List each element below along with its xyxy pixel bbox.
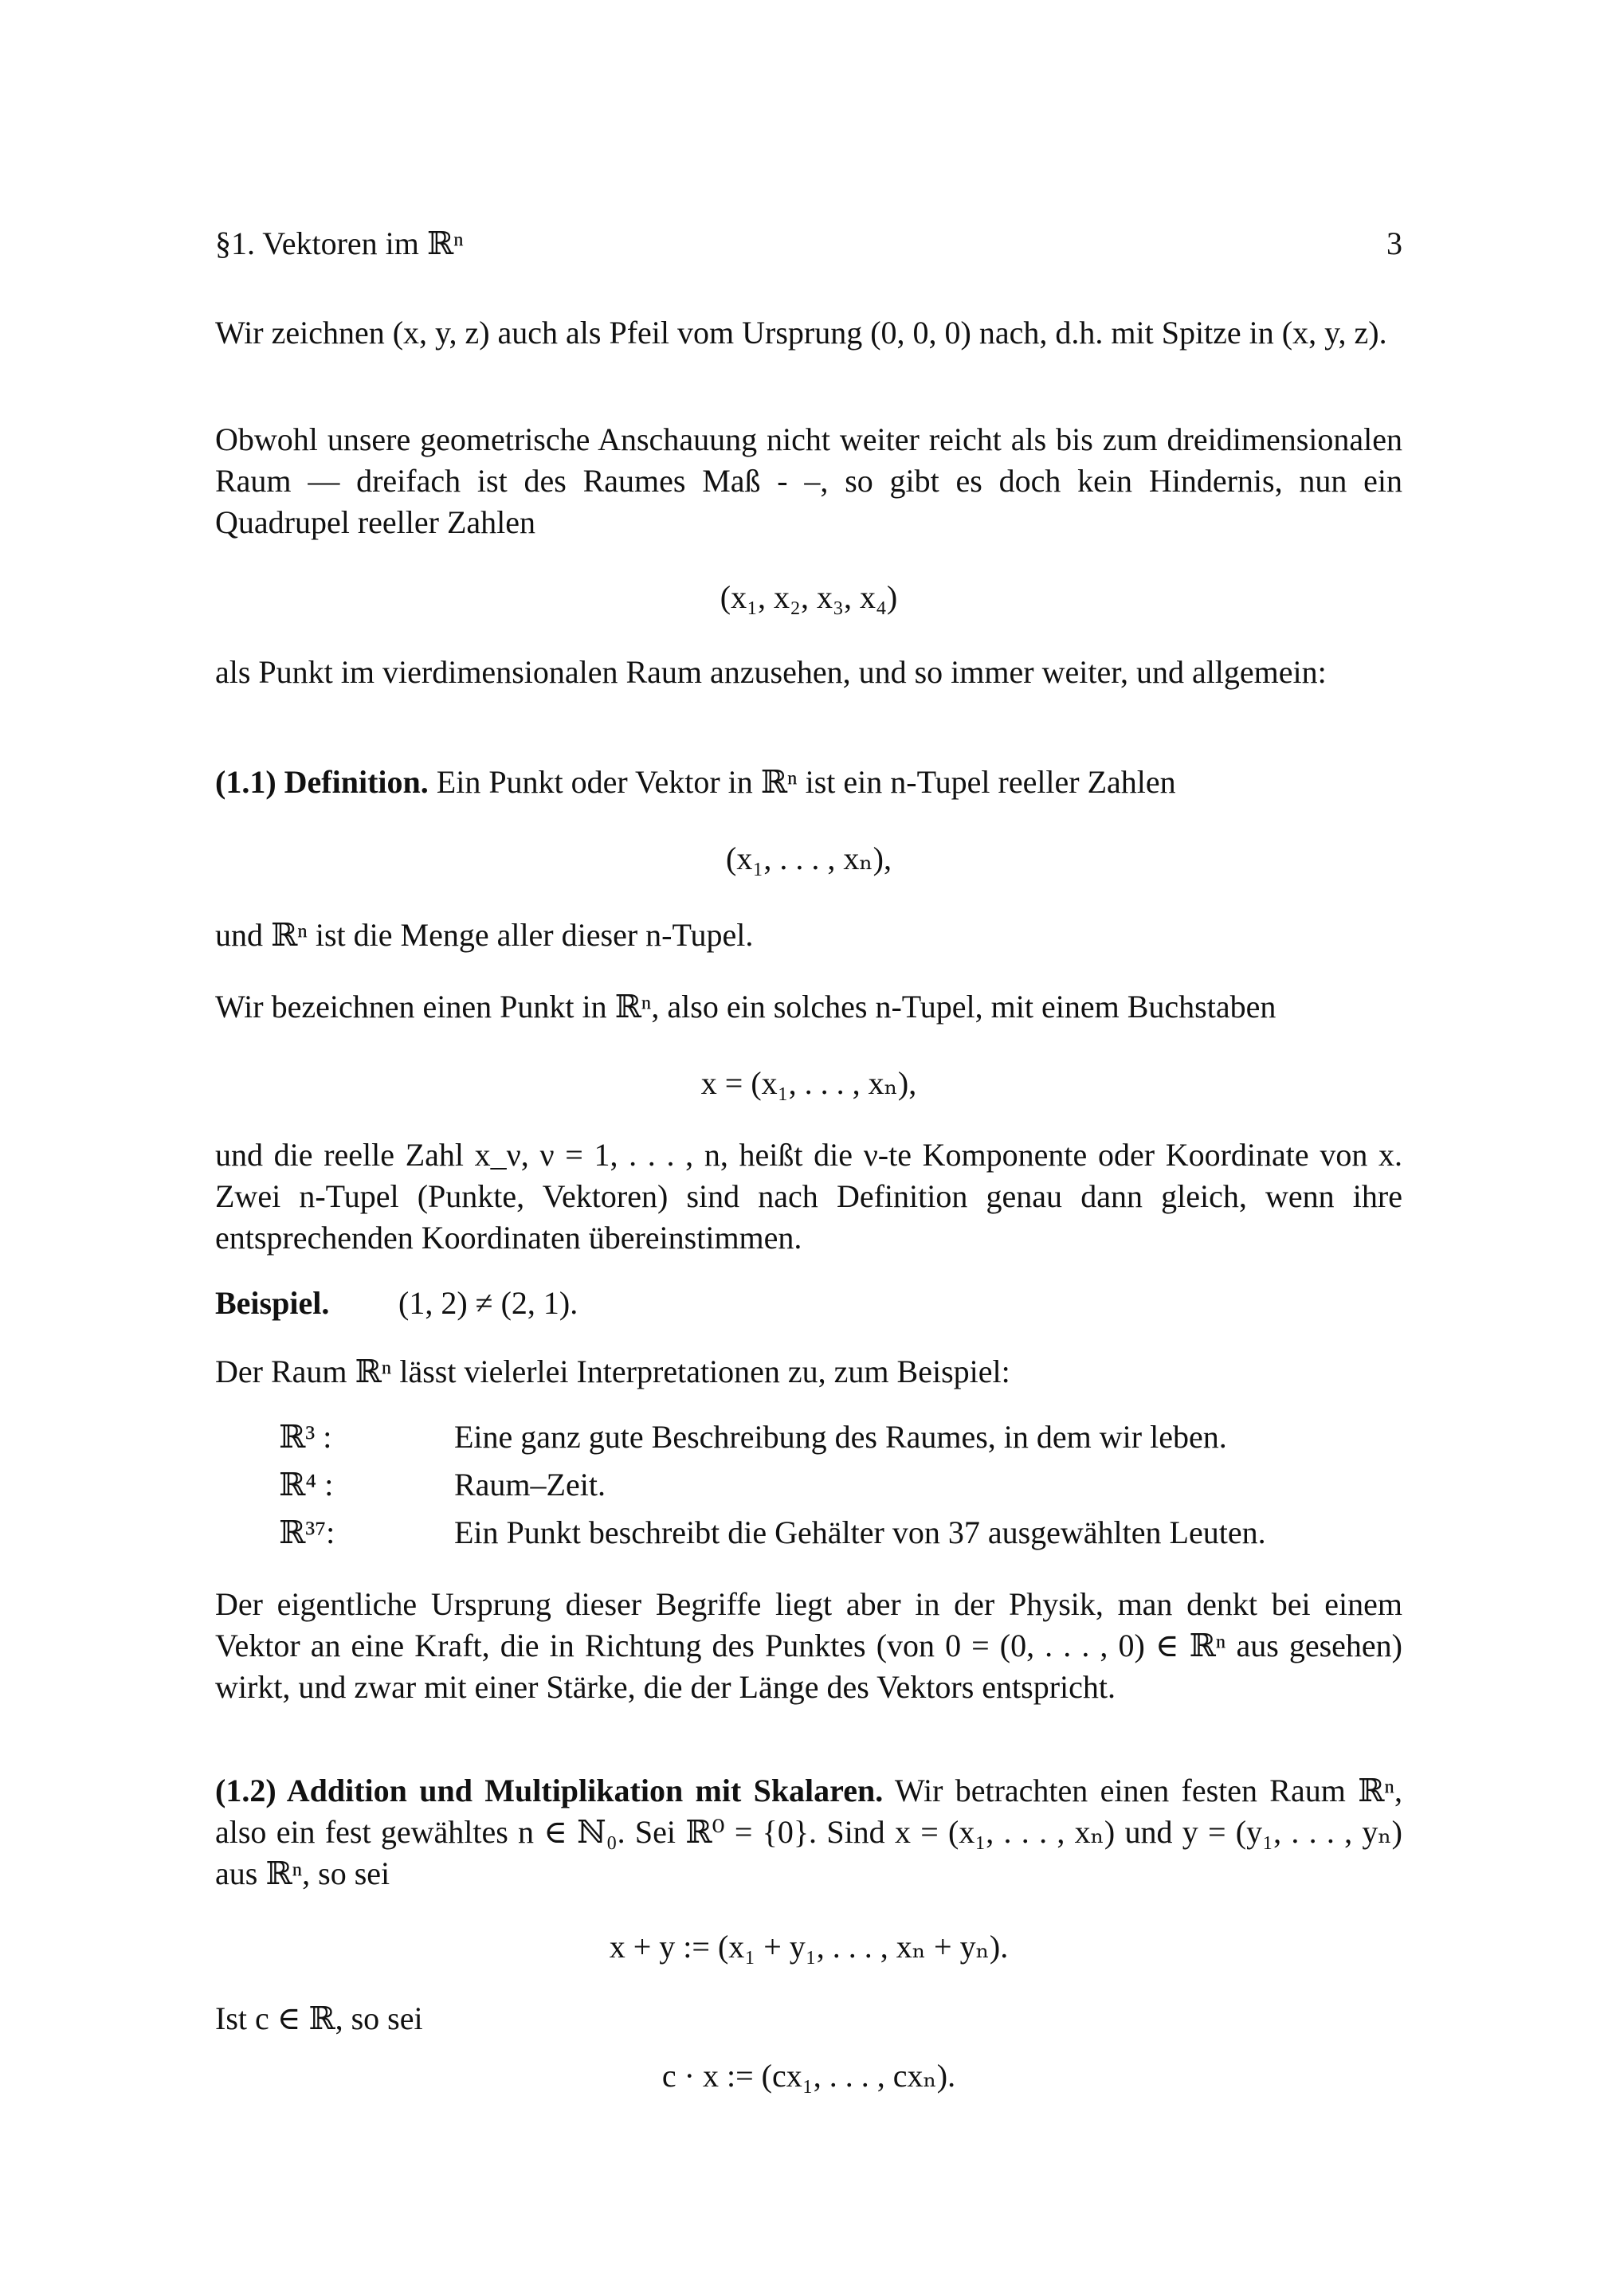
definition-1-1-label: (1.1) Definition. <box>215 764 429 800</box>
definition-1-2-text: Wir betrachten einen festen Raum ℝⁿ, also ein fest gewähltes n ∈ ℕ₀. Sei ℝ⁰ = {0}. Sind x = (x₁, . . . , xₙ) und y = (y₁, . . . , yₙ) aus ℝⁿ, so sei <box>215 1773 1403 1891</box>
paragraph-2: Obwohl unsere geometrische Anschauung nicht weiter reicht als bis zum dreidimensionalen Raum — dreifach ist des Raumes Maß - –, so gibt es doch kein Hindernis, nun ein Quadrupel reeller Zahlen <box>215 421 1402 540</box>
paragraph-4: und ℝⁿ ist die Menge aller dieser n-Tupel. <box>215 917 754 953</box>
paragraph-6: und die reelle Zahl x_ν, ν = 1, . . . , n, heißt die ν-te Komponente oder Koordinate von x. Zwei n-Tupel (Punkte, Vektoren) sind nach Definition genau dann gleich, wenn ihre entsprechenden Koordinaten übereinstimmen. <box>215 1137 1402 1256</box>
paragraph-8: Der eigentliche Ursprung dieser Begriffe liegt aber in der Physik, man denkt bei einem Vektor an eine Kraft, die in Richtung des Punktes (von 0 = (0, . . . , 0) ∈ ℝⁿ aus gesehen) wirkt, und zwar mit einer Stärke, die der Länge des Vektors entspricht. <box>215 1586 1402 1705</box>
interpretation-label: ℝ⁴ : <box>279 1467 334 1503</box>
definition-1-1-text: Ein Punkt oder Vektor in ℝⁿ ist ein n-Tupel reeller Zahlen <box>436 764 1176 800</box>
formula-ntuple: (x₁, . . . , xₙ), <box>726 840 892 876</box>
definition-1-2 <box>215 1770 1402 1894</box>
paragraph-5: Wir bezeichnen einen Punkt in ℝⁿ, also ein solches n-Tupel, mit einem Buchstaben <box>215 989 1276 1025</box>
page-number: 3 <box>1386 225 1402 261</box>
interpretation-text: Eine ganz gute Beschreibung des Raumes, in dem wir leben. <box>454 1419 1227 1455</box>
example-formula: (1, 2) ≠ (2, 1). <box>398 1285 578 1321</box>
formula-quadruple: (x₁, x₂, x₃, x₄) <box>720 579 898 615</box>
formula-addition: x + y := (x₁ + y₁, . . . , xₙ + yₙ). <box>609 1929 1009 1965</box>
paragraph-7: Der Raum ℝⁿ lässt vielerlei Interpretationen zu, zum Beispiel: <box>215 1354 1010 1389</box>
interpretation-label: ℝ³⁷: <box>279 1514 335 1550</box>
paragraph-9: Ist c ∈ ℝ, so sei <box>215 2000 423 2036</box>
interpretation-label: ℝ³ : <box>279 1419 332 1455</box>
interpretation-text: Ein Punkt beschreibt die Gehälter von 37 ausgewählten Leuten. <box>454 1514 1266 1550</box>
formula-scalar-mult: c · x := (cx₁, . . . , cxₙ). <box>661 2058 956 2094</box>
interpretation-text: Raum–Zeit. <box>454 1467 606 1503</box>
running-header <box>215 225 1402 264</box>
paragraph-3: als Punkt im vierdimensionalen Raum anzusehen, und so immer weiter, und allgemein: <box>215 654 1327 690</box>
formula-x-def: x = (x₁, . . . , xₙ), <box>700 1065 917 1101</box>
paragraph-1: Wir zeichnen (x, y, z) auch als Pfeil vom Ursprung (0, 0, 0) nach, d.h. mit Spitze in (x, y, z). <box>215 315 1387 351</box>
section-title: §1. Vektoren im ℝⁿ <box>215 225 464 261</box>
example <box>215 1283 1402 1324</box>
definition-1-2-label: (1.2) Addition und Multiplikation mit Skalaren. <box>215 1773 884 1808</box>
example-label: Beispiel. <box>215 1285 330 1321</box>
definition-1-1 <box>215 762 1402 803</box>
